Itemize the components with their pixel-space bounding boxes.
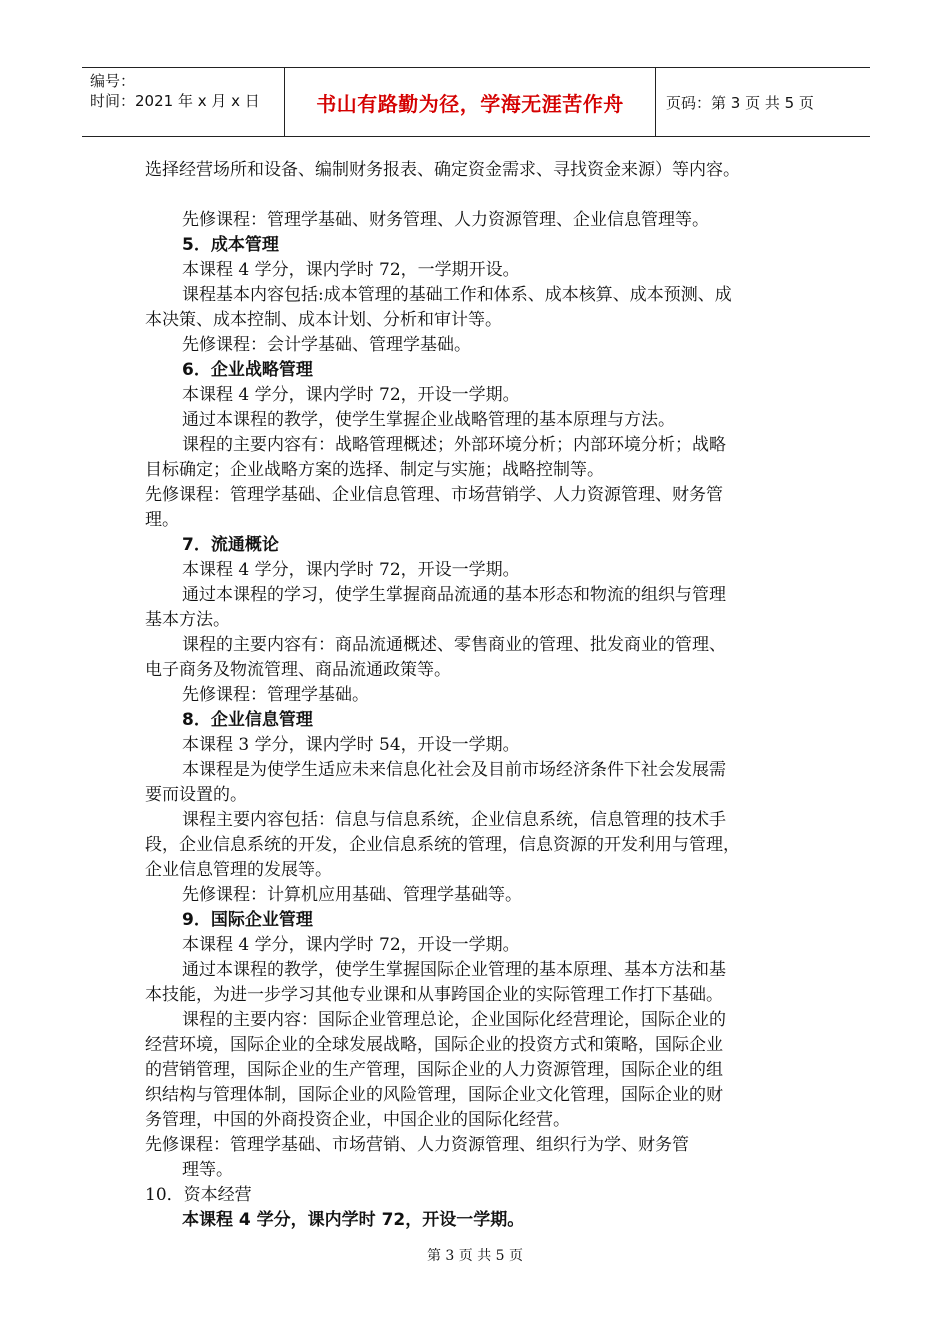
paragraph-line: 本课程 4 学分，课内学时 72，开设一学期。 — [182, 560, 520, 580]
section-heading: 本课程 4 学分，课内学时 72，开设一学期。 — [182, 1210, 525, 1230]
paragraph-line: 课程的主要内容：国际企业管理总论，企业国际化经营理论，国际企业的 — [182, 1010, 726, 1030]
paragraph-line: 段，企业信息系统的开发，企业信息系统的管理，信息资源的开发利用与管理， — [145, 835, 740, 855]
page-header — [82, 67, 870, 137]
section-heading: 6．企业战略管理 — [182, 360, 313, 380]
paragraph-line: 通过本课程的学习，使学生掌握商品流通的基本形态和物流的组织与管理 — [182, 585, 726, 605]
doc-date: 时间：2021 年 x 月 x 日 — [90, 92, 260, 110]
paragraph-line: 通过本课程的教学，使学生掌握企业战略管理的基本原理与方法。 — [182, 410, 675, 430]
paragraph-line: 企业信息管理的发展等。 — [145, 860, 332, 880]
paragraph-line: 选择经营场所和设备、编制财务报表、确定资金需求、寻找资金来源）等内容。 — [145, 160, 740, 180]
paragraph-line: 课程基本内容包括:成本管理的基础工作和体系、成本核算、成本预测、成 — [182, 285, 732, 305]
header-motto: 书山有路勤为径，学海无涯苦作舟 — [284, 68, 656, 136]
paragraph-line: 本课程是为使学生适应未来信息化社会及目前市场经济条件下社会发展需 — [182, 760, 726, 780]
paragraph-line: 先修课程：计算机应用基础、管理学基础等。 — [182, 885, 522, 905]
paragraph-line: 本决策、成本控制、成本计划、分析和审计等。 — [145, 310, 502, 330]
paragraph-line: 理。 — [145, 510, 179, 530]
header-meta — [82, 68, 284, 136]
paragraph-line: 经营环境，国际企业的全球发展战略，国际企业的投资方式和策略，国际企业 — [145, 1035, 723, 1055]
paragraph-line: 本课程 3 学分，课内学时 54，开设一学期。 — [182, 735, 520, 755]
paragraph-line: 通过本课程的教学，使学生掌握国际企业管理的基本原理、基本方法和基 — [182, 960, 726, 980]
paragraph-line: 本课程 4 学分，课内学时 72，一学期开设。 — [182, 260, 520, 280]
paragraph-line: 先修课程：管理学基础、财务管理、人力资源管理、企业信息管理等。 — [182, 210, 709, 230]
header-page-number: 页码：第 3 页 共 5 页 — [666, 93, 814, 112]
paragraph-line: 10．资本经营 — [145, 1185, 252, 1205]
paragraph-line: 本课程 4 学分，课内学时 72，开设一学期。 — [182, 385, 520, 405]
paragraph-line: 织结构与管理体制，国际企业的风险管理，国际企业文化管理，国际企业的财 — [145, 1085, 723, 1105]
paragraph-line: 电子商务及物流管理、商品流通政策等。 — [145, 660, 451, 680]
paragraph-line: 理等。 — [182, 1160, 233, 1180]
paragraph-line: 先修课程：管理学基础、市场营销、人力资源管理、组织行为学、财务管 — [145, 1135, 689, 1155]
paragraph-line: 本技能，为进一步学习其他专业课和从事跨国企业的实际管理工作打下基础。 — [145, 985, 723, 1005]
doc-number-label: 编号： — [90, 72, 136, 90]
paragraph-line: 课程的主要内容有：战略管理概述；外部环境分析；内部环境分析；战略 — [182, 435, 726, 455]
paragraph-line: 基本方法。 — [145, 610, 230, 630]
paragraph-line: 先修课程：管理学基础。 — [182, 685, 369, 705]
paragraph-line: 本课程 4 学分，课内学时 72，开设一学期。 — [182, 935, 520, 955]
paragraph-line: 务管理，中国的外商投资企业，中国企业的国际化经营。 — [145, 1110, 570, 1130]
paragraph-line: 课程的主要内容有：商品流通概述、零售商业的管理、批发商业的管理、 — [182, 635, 726, 655]
paragraph-line: 课程主要内容包括：信息与信息系统，企业信息系统，信息管理的技术手 — [182, 810, 726, 830]
paragraph-line: 先修课程：会计学基础、管理学基础。 — [182, 335, 471, 355]
page-footer: 第 3 页 共 5 页 — [426, 1248, 524, 1264]
section-heading: 8．企业信息管理 — [182, 710, 313, 730]
paragraph-line: 要而设置的。 — [145, 785, 247, 805]
section-heading: 5．成本管理 — [182, 235, 279, 255]
paragraph-line: 先修课程：管理学基础、企业信息管理、市场营销学、人力资源管理、财务管 — [145, 485, 723, 505]
paragraph-line: 目标确定；企业战略方案的选择、制定与实施；战略控制等。 — [145, 460, 604, 480]
section-heading: 7．流通概论 — [182, 535, 279, 555]
paragraph-line: 的营销管理，国际企业的生产管理，国际企业的人力资源管理，国际企业的组 — [145, 1060, 723, 1080]
section-heading: 9．国际企业管理 — [182, 910, 313, 930]
